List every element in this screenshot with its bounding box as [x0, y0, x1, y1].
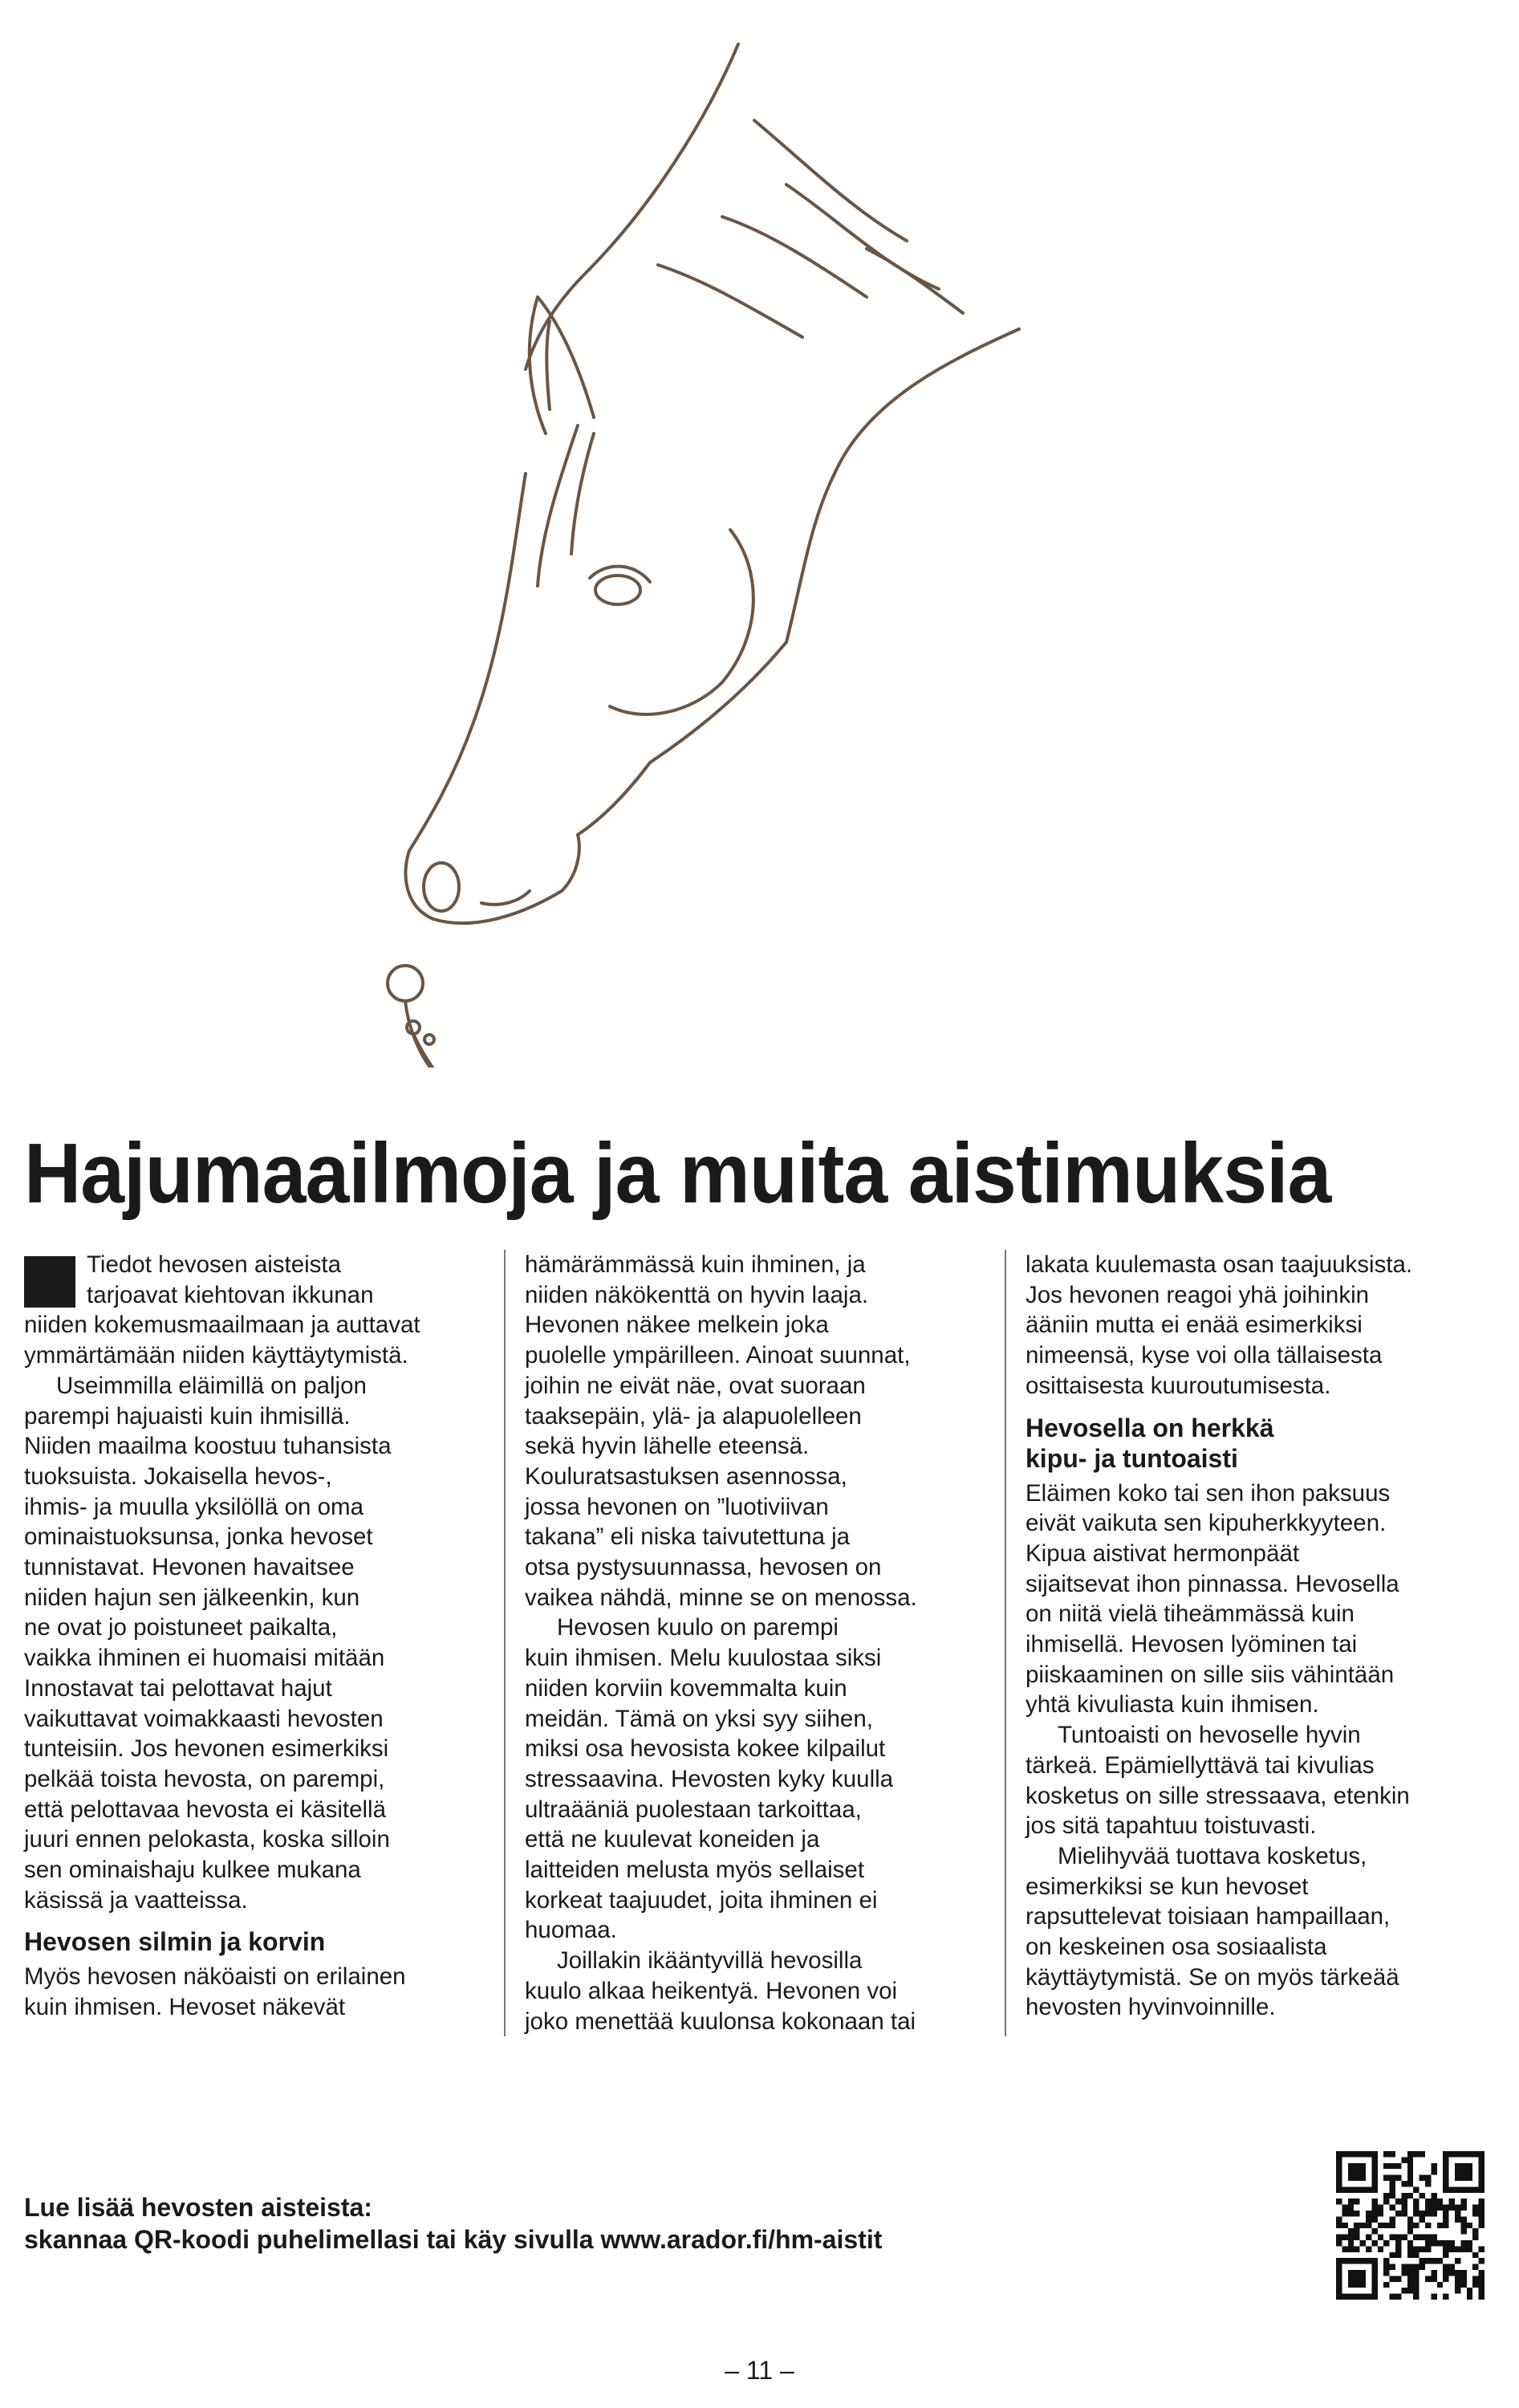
section-heading: Hevosella on herkkä kipu- ja tuntoaisti: [1026, 1413, 1274, 1473]
column-divider: [504, 1250, 506, 2036]
footer-cta: [24, 2191, 882, 2255]
body-paragraph: Eläimen koko tai sen ihon paksuus eivät vaikuta sen kipuherkkyyteen. Kipua aistivat hermonpäät sijaitsevat ihon pinnassa. Hevosella on niitä vielä tiheämmässä kuin ihmisellä. Hevosen lyöminen tai piiskaaminen on sille siis vähintään yhtä kivuliasta kuin ihmisen.: [1026, 1479, 1399, 1719]
horse-neck-top-line: [526, 44, 738, 369]
horse-eye: [595, 576, 640, 604]
horse-ear: [530, 297, 594, 433]
article-column-1: [24, 1250, 485, 2023]
article-column-3: [1026, 1250, 1495, 2023]
column-divider: [1005, 1250, 1006, 2036]
horse-neck-back-line: [786, 329, 1019, 642]
body-paragraph: Tuntoaisti on hevoselle hyvin tärkeä. Epämiellyttävä tai kivulias kosketus on sille stressaava, etenkin jos sitä tapahtuu toistuvasti.: [1026, 1722, 1410, 1840]
body-paragraph: Joillakin ikääntyvillä hevosilla kuulo alkaa heikentyä. Hevonen voi joko menettää kuulonsa kokonaan tai: [525, 1947, 916, 2035]
lead-square-marker: [24, 1256, 75, 1308]
dandelion: [388, 966, 449, 1068]
horse-muzzle: [405, 835, 579, 923]
qr-code[interactable]: [1336, 2151, 1484, 2300]
body-paragraph: Useimmilla eläimillä on paljon parempi hajuaisti kuin ihmisillä. Niiden maailma koostuu tuhansista tuoksuista. Jokaisella hevos-, ihmis- ja muulla yksilöllä on oma ominaistuoksunsa, jonka hevoset tunnistavat. Hevonen havaitsee niiden hajun sen jälkeenkin, kun ne ovat jo poistuneet paikalta, vaikka ihminen ei huomaisi mitään Innostavat tai pelottavat hajut vaikuttavat voimakkaasti hevosten tunteisiin. Jos hevonen esimerkiksi pelkää toista hevosta, on parempi, että pelottavaa hevosta ei käsitellä juuri ennen pelokasta, koska silloin sen ominaishaju kulkee mukana käsissä ja vaatteissa.: [24, 1372, 392, 1914]
horse-and-dandelion-illustration: [385, 24, 1147, 1068]
body-paragraph: Hevosen kuulo on parempi kuin ihmisen. Melu kuulostaa siksi niiden korviin kovemmalta kuin meidän. Tämä on yksi syy siihen, miksi osa hevosista kokee kilpailut stressaavina. Hevosten kyky kuulla ultraääniä puolestaan tarkoittaa, että ne kuulevat koneiden ja laitteiden melusta myös sellaiset korkeat taajuudet, joita ihminen ei huomaa.: [525, 1614, 894, 1944]
article-title: Hajumaailmoja ja muita aistimuksia: [24, 1126, 1331, 1221]
body-paragraph: lakata kuulemasta osan taajuuksista. Jos hevonen reagoi yhä joihinkin ääniin mutta ei enää esimerkiksi nimeensä, kyse voi olla tällaisesta osittaisesta kuuroutumisesta.: [1026, 1251, 1413, 1399]
body-paragraph: Myös hevosen näköaisti on erilainen kuin ihmisen. Hevoset näkevät: [24, 1963, 406, 2021]
lead-paragraph: Tiedot hevosen aisteista tarjoavat kiehtovan ikkunan niiden kokemusmaailmaan ja auttavat ymmärtämään niiden käyttäytymistä.: [24, 1251, 420, 1369]
article-column-2: [525, 1250, 986, 2036]
section-heading: Hevosen silmin ja korvin: [24, 1927, 326, 1957]
body-paragraph: hämärämmässä kuin ihminen, ja niiden näkökenttä on hyvin laaja. Hevonen näkee melkein joka puolelle ympärilleen. Ainoat suunnat, joihin ne eivät näe, ovat suoraan taaksepäin, ylä- ja alapuolelleen sekä hyvin lähelle eteensä. Kouluratsastuksen asennossa, jossa hevonen on ”luotiviivan takana” eli niska taivutettuna ja otsa pystysuunnassa, hevosen on vaikea nähdä, minne se on menossa.: [525, 1251, 917, 1611]
horse-face-outline: [409, 474, 526, 851]
footer-line-2: skannaa QR-koodi puhelimellasi tai käy sivulla www.arador.fi/hm-aistit: [24, 2225, 883, 2254]
footer-line-1: Lue lisää hevosten aisteista:: [24, 2193, 372, 2222]
body-paragraph: Mielihyvää tuottava kosketus, esimerkiksi se kun hevoset rapsuttelevat toisiaan hampaillaan, on keskeinen osa sosiaalista käyttäytymistä. Se on myös tärkeää hevosten hyvinvoinnille.: [1026, 1842, 1399, 2021]
page-number: – 11 –: [725, 2356, 794, 2385]
